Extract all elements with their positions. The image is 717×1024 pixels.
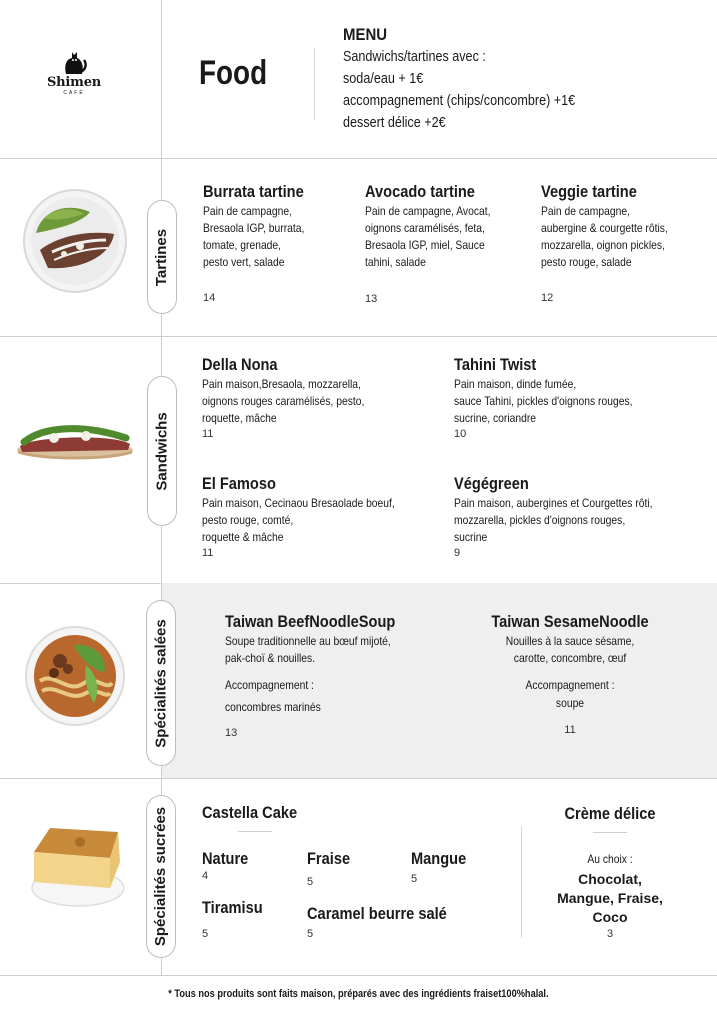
castella-title: Castella Cake — [202, 803, 298, 822]
item-name: Nature — [202, 849, 249, 868]
item-price: 5 — [307, 876, 314, 888]
item-name: Crème délice — [564, 804, 656, 823]
tab-sandwichs[interactable] — [147, 376, 177, 526]
item-price: 14 — [203, 292, 216, 304]
item-name: Tahini Twist — [454, 355, 537, 374]
tab-specialites-sucrees[interactable] — [146, 795, 176, 958]
item-price: 9 — [454, 547, 461, 559]
item-description: Pain de campagne, Bresaola IGP, burrata, tomate, grenade, pesto vert, salade — [203, 204, 305, 269]
menu-item — [541, 182, 688, 271]
item-price: 12 — [541, 292, 554, 304]
title-underline — [593, 832, 627, 833]
item-side-value: concombres marinés — [225, 700, 321, 714]
item-description: Pain maison, aubergines et Courgettes rôti, mozzarella, pickles d'oignons rouges, sucrine — [454, 496, 653, 544]
logo-name: Shimen — [46, 75, 102, 90]
item-name: Végégreen — [454, 474, 529, 493]
title-underline — [238, 831, 272, 832]
item-price: 11 — [202, 428, 214, 440]
item-price: 5 — [202, 928, 209, 940]
footer-note: * Tous nos produits sont faits maison, préparés avec des ingrédients fraiset100%halal. — [168, 988, 549, 1000]
item-price: 4 — [202, 870, 209, 882]
item-side-label: Accompagnement : — [525, 678, 615, 692]
menu-title: MENU — [343, 25, 388, 44]
item-name: Taiwan BeefNoodleSoup — [225, 612, 396, 631]
item-price: 11 — [202, 547, 214, 559]
item-description: Pain de campagne, aubergine & courgette rôtis, mozzarella, oignon pickles, pesto rouge, salade — [541, 204, 668, 269]
menu-item — [202, 355, 391, 441]
noodle-soup-photo — [24, 625, 126, 732]
item-price: 10 — [454, 428, 467, 440]
item-name: Taiwan SesameNoodle — [491, 612, 649, 631]
menu-line: dessert délice +2€ — [343, 114, 446, 131]
menu-line: accompagnement (chips/concombre) +1€ — [343, 92, 576, 109]
menu-formula — [343, 24, 619, 134]
creme-delice — [530, 804, 690, 824]
menu-item — [202, 849, 256, 883]
item-description: Pain maison,Bresaola, mozzarella, oignons rouges caramélisés, pesto, roquette, mâche — [202, 377, 365, 425]
item-side-value: soupe — [555, 696, 585, 710]
dessert-divider — [521, 826, 522, 938]
item-description: Soupe traditionnelle au bœuf mijoté, pak-choï & nouilles. — [225, 634, 391, 665]
item-price: 5 — [411, 873, 418, 885]
menu-item — [454, 355, 662, 441]
item-name: Avocado tartine — [365, 182, 475, 201]
menu-item — [454, 474, 685, 560]
item-name: Mangue — [411, 849, 467, 868]
page-title: Food — [199, 54, 268, 92]
cat-icon — [60, 46, 88, 76]
cafe-logo — [36, 46, 112, 102]
menu-item — [307, 849, 357, 889]
menu-item — [411, 849, 475, 886]
menu-item — [470, 612, 670, 737]
menu-item — [225, 612, 423, 740]
tab-specialites-salees[interactable] — [146, 600, 176, 766]
menu-item — [202, 474, 426, 560]
item-description: Nouilles à la sauce sésame, carotte, concombre, œuf — [505, 634, 635, 665]
item-name: Burrata tartine — [203, 182, 304, 201]
section-divider — [0, 778, 717, 779]
flavor-choices: Chocolat, Mangue, Fraise, Coco — [557, 871, 663, 925]
menu-item — [203, 182, 321, 271]
creme-delice-options — [530, 850, 690, 941]
item-price: 5 — [307, 928, 314, 940]
choice-label: Au choix : — [587, 852, 633, 866]
item-name: Tiramisu — [202, 898, 263, 917]
menu-item — [202, 898, 273, 941]
item-description: Pain maison, dinde fumée, sauce Tahini, pickles d'oignons rouges, sucrine, coriandre — [454, 377, 633, 425]
tab-label: Tartines — [153, 228, 171, 286]
tab-label: Sandwichs — [153, 411, 171, 491]
item-name: Veggie tartine — [541, 182, 637, 201]
menu-item — [365, 182, 511, 271]
item-price: 11 — [564, 724, 576, 736]
item-name: Della Nona — [202, 355, 278, 374]
header-divider — [314, 48, 315, 120]
item-description: Pain de campagne, Avocat, oignons caramélisés, feta, Bresaola IGP, miel, Sauce tahini, salade — [365, 204, 491, 269]
tab-label: Spécialités sucrées — [152, 806, 170, 947]
section-divider — [0, 975, 717, 976]
menu-line: Sandwichs/tartines avec : — [343, 48, 486, 65]
sandwich-photo — [14, 420, 136, 467]
item-name: El Famoso — [202, 474, 276, 493]
item-name: Fraise — [307, 849, 351, 868]
menu-line: soda/eau + 1€ — [343, 70, 424, 87]
section-divider — [0, 336, 717, 337]
menu-item — [307, 904, 470, 941]
item-price: 3 — [606, 928, 614, 940]
tab-label: Spécialités salées — [152, 618, 170, 748]
tartine-photo — [22, 188, 128, 299]
item-price: 13 — [365, 293, 378, 305]
item-price: 13 — [225, 727, 238, 739]
logo-subtitle: CAFÉ — [63, 90, 85, 96]
tab-tartines[interactable] — [147, 200, 177, 314]
section-divider — [0, 158, 717, 159]
item-name: Caramel beurre salé — [307, 904, 447, 923]
castella-cake-photo — [30, 822, 126, 913]
item-side-label: Accompagnement : — [225, 678, 314, 692]
item-description: Pain maison, Cecinaou Bresaolade boeuf, pesto rouge, comté, roquette & mâche — [202, 496, 395, 544]
